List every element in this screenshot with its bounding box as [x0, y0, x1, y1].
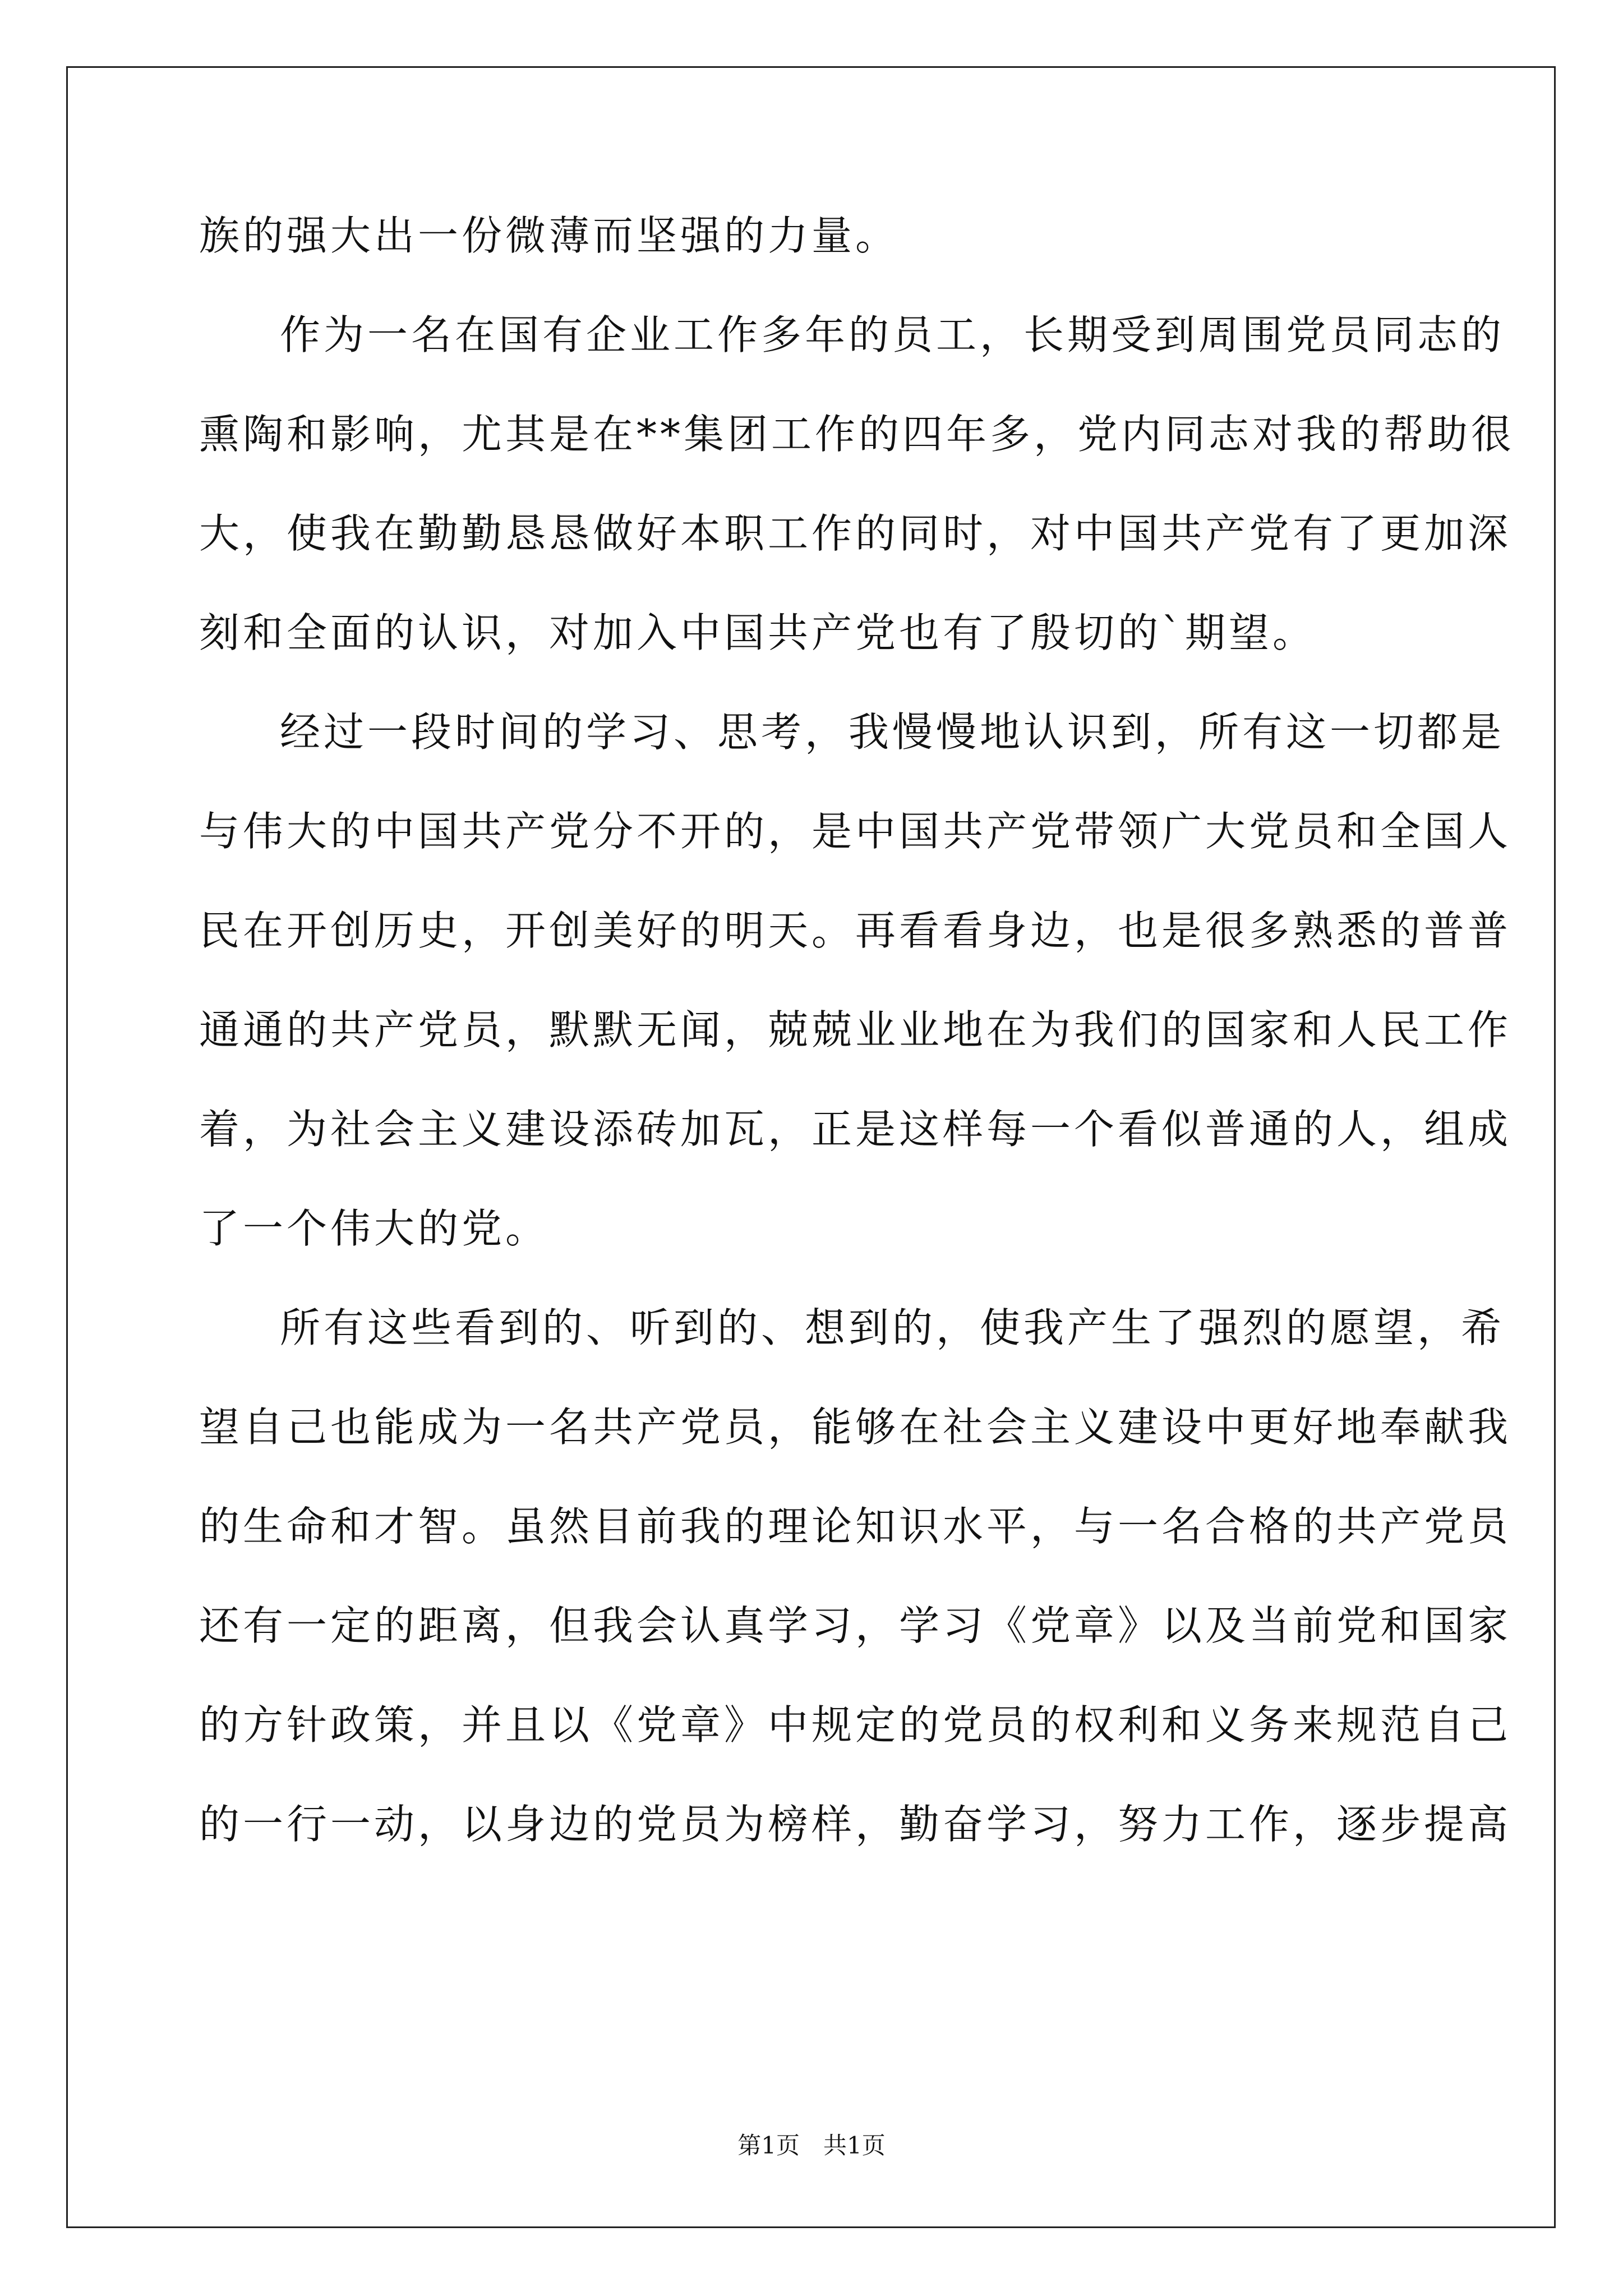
text-line: 熏陶和影响，尤其是在**集团工作的四年多，党内同志对我的帮助很	[199, 411, 1515, 458]
text-line: 的方针政策，并且以《党章》中规定的党员的权利和义务来规范自己	[199, 1701, 1512, 1749]
text-line: 着，为社会主义建设添砖加瓦，正是这样每一个看似普通的人，组成	[199, 1106, 1512, 1153]
text-line: 经过一段时间的学习、思考，我慢慢地认识到，所有这一切都是	[280, 708, 1505, 756]
text-line: 的生命和才智。虽然目前我的理论知识水平，与一名合格的共产党员	[199, 1503, 1512, 1550]
text-line: 通通的共产党员，默默无闻，兢兢业业地在为我们的国家和人民工作	[199, 1006, 1512, 1053]
text-line: 大，使我在勤勤恳恳做好本职工作的同时，对中国共产党有了更加深	[199, 510, 1512, 557]
text-line: 民在开创历史，开创美好的明天。再看看身边，也是很多熟悉的普普	[199, 907, 1512, 954]
text-line: 刻和全面的认识，对加入中国共产党也有了殷切的`期望。	[199, 609, 1317, 656]
text-line: 与伟大的中国共产党分不开的，是中国共产党带领广大党员和全国人	[199, 808, 1512, 855]
text-line: 族的强大出一份微薄而坚强的力量。	[199, 212, 900, 259]
text-line: 望自己也能成为一名共产党员，能够在社会主义建设中更好地奉献我	[199, 1404, 1512, 1451]
text-line: 的一行一动，以身边的党员为榜样，勤奋学习，努力工作，逐步提高	[199, 1801, 1512, 1848]
text-line: 了一个伟大的党。	[199, 1205, 550, 1252]
text-line: 作为一名在国有企业工作多年的员工，长期受到周围党员同志的	[280, 311, 1505, 358]
text-line: 还有一定的距离，但我会认真学习，学习《党章》以及当前党和国家	[199, 1602, 1512, 1649]
text-line: 所有这些看到的、听到的、想到的，使我产生了强烈的愿望，希	[280, 1304, 1505, 1351]
page-footer: 第1页 共1页	[737, 2132, 886, 2159]
